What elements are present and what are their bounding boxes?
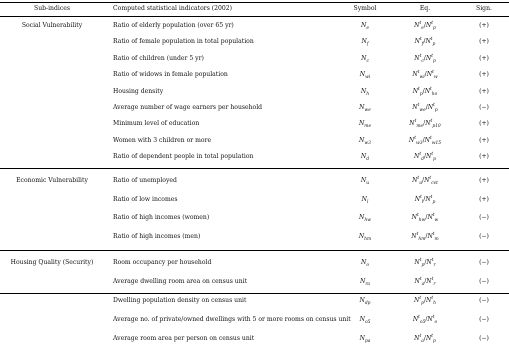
equation-cell [390,275,460,289]
symbol-cell [346,193,384,207]
eq-denominator-sup: t [432,232,435,238]
eq-denominator-base: N [427,104,434,111]
indicator-cell: Ratio of low incomes [113,195,178,203]
sign-cell: (−) [479,233,489,241]
eq-denominator-sub: w [433,75,438,81]
sign-cell: (−) [479,104,489,111]
eq-numerator-sup: t [418,314,420,320]
eq-numerator-sub: wi [419,75,425,81]
sign-cell: (+) [479,38,489,46]
eq-denominator-sup: t [433,102,435,108]
eq-denominator-base: N [427,233,433,241]
equation-cell [390,68,460,82]
eq-numerator-sup: t [419,258,422,264]
eq-denominator-sup: t [430,37,433,43]
symbol-sub: l [366,199,369,205]
eq-denominator-sub: w [434,218,439,224]
eq-denominator-sub: r [433,282,436,288]
eq-divide: / [423,120,426,128]
eq-divide: / [423,334,426,342]
symbol-cell [346,117,384,131]
sign-cell: (+) [479,22,489,29]
eq-numerator-sup: t [418,86,420,92]
eq-denominator-sub: r [433,263,436,269]
eq-divide: / [425,315,428,323]
eq-numerator-sub: o5 [419,320,426,326]
group-rule [0,250,509,251]
eq-numerator-sub: f [421,42,424,48]
eq-numerator-base: N [411,214,418,222]
symbol-cell [346,101,384,115]
eq-numerator-sup: t [417,70,420,76]
symbol-base: N [361,259,367,267]
eq-denominator-sub: p [433,157,436,163]
header-subindices: Sub-indices [34,5,70,12]
symbol-cell [346,174,384,188]
table-row [0,174,509,188]
eq-numerator-base: N [414,54,420,62]
equation-cell [390,19,460,33]
sign-cell: (−) [479,315,489,323]
symbol-base: N [361,22,367,29]
symbol-base: N [358,120,365,128]
indicator-cell: Ratio of female population in total population [113,38,254,46]
table-row [0,68,509,82]
symbol-cell [346,211,384,225]
symbol-base: N [360,176,367,184]
sign-cell: (+) [479,120,489,128]
eq-denominator-sup: t [431,152,434,158]
sign-cell: (−) [479,214,489,222]
equation-cell [390,230,460,244]
sign-cell: (−) [479,334,489,342]
equation-cell [390,35,460,49]
eq-denominator-sub: p [433,339,436,345]
equation-cell [390,134,460,148]
table-row [0,230,509,244]
eq-denominator-sub: p10 [432,124,441,130]
eq-numerator-base: N [412,176,418,184]
eq-denominator-sub: p [434,108,438,114]
eq-denominator-sub: ho [431,91,438,97]
eq-divide: / [423,153,427,161]
symbol-cell [346,230,384,244]
table-row [0,211,509,225]
eq-numerator-sup: t [414,119,417,125]
eq-numerator-sub: p [419,91,423,97]
symbol-cell [346,275,384,289]
eq-numerator-base: N [414,278,420,286]
sign-cell: (−) [479,297,489,304]
sign-cell: (+) [479,87,489,95]
symbol-cell [346,52,384,66]
eq-numerator-sup: t [419,333,422,339]
symbol-sub: pa [364,339,371,345]
eq-denominator-sub: w15 [431,141,442,147]
table-row [0,275,509,289]
eq-divide: / [425,214,428,222]
group-rule [0,168,509,169]
symbol-cell [346,134,384,148]
symbol-base: N [359,104,365,111]
eq-numerator-sub: w3 [416,141,423,147]
symbol-base: N [361,195,367,203]
eq-numerator-base: N [414,334,420,342]
symbol-sub: ra [365,282,371,288]
eq-numerator-base: N [409,120,415,128]
symbol-cell [346,294,384,308]
eq-numerator-sup: t [419,295,422,301]
eq-numerator-sub: a [421,282,425,288]
table-row [0,332,509,346]
eq-divide: / [422,136,425,144]
symbol-cell [346,332,384,346]
table-row [0,35,509,49]
sign-cell: (−) [479,259,489,267]
eq-numerator-sup: t [414,135,416,141]
eq-denominator-base: N [425,54,432,62]
sign-cell: (+) [479,176,489,184]
subindex-label: Economic Vulnerability [16,176,88,184]
eq-numerator-base: N [414,153,420,161]
eq-numerator-sup: t [419,277,422,283]
eq-numerator-sub: hm [418,237,426,243]
eq-numerator-sup: t [420,194,422,200]
eq-denominator-sub: p [432,42,436,48]
indicator-cell: Ratio of unemployed [113,176,177,184]
symbol-base: N [360,87,367,95]
eq-denominator-base: N [425,195,431,203]
eq-denominator-sup: t [431,295,434,301]
eq-denominator-sub: h [433,301,436,307]
eq-denominator-sub: cvt [431,180,438,186]
eq-denominator-base: N [424,87,431,95]
equation-cell [390,85,460,99]
eq-denominator-sup: t [430,194,433,200]
symbol-sub: dp [364,301,371,307]
symbol-base: N [359,315,365,323]
indicator-cell: Minimum level of education [113,120,200,128]
eq-numerator-sup: t [419,53,422,59]
equation-cell [390,294,460,308]
eq-denominator-sup: t [430,86,432,92]
bottom-rule [0,293,509,294]
eq-denominator-base: N [426,259,432,267]
symbol-base: N [359,136,365,144]
eq-denominator-sup: t [432,213,435,219]
equation-cell [390,193,460,207]
subindex-label: Social Vulnerability [21,22,83,29]
equation-cell [390,150,460,164]
indicator-cell: Ratio of children (under 5 yr) [113,54,204,62]
eq-divide: / [424,278,427,286]
eq-numerator-sub: e [421,26,424,32]
symbol-base: N [359,334,365,342]
symbol-base: N [359,214,365,222]
symbol-cell [346,85,384,99]
header-indicators: Computed statistical indicators (2002) [113,5,233,12]
symbol-cell [346,19,384,33]
eq-denominator-base: N [424,136,430,144]
eq-numerator-sub: l [421,199,424,205]
indicator-cell: Housing density [113,87,164,95]
eq-divide: / [425,104,428,111]
eq-denominator-sup: t [431,258,434,264]
symbol-sub: d [366,157,370,163]
equation-cell [390,52,460,66]
symbol-cell [346,35,384,49]
eq-numerator-base: N [414,259,420,267]
symbol-sub: c [366,59,369,65]
eq-denominator-base: N [427,214,433,222]
symbol-sub: u [366,180,370,186]
indicator-cell: Dwelling population density on census unit [113,297,247,304]
symbol-base: N [359,71,366,79]
sign-cell: (+) [479,136,489,144]
eq-denominator-sup: t [431,333,434,339]
eq-numerator-sub: p [421,263,425,269]
eq-numerator-base: N [408,136,415,144]
eq-denominator-base: N [427,315,433,323]
eq-divide: / [423,195,426,203]
eq-numerator-base: N [412,87,419,95]
table-row [0,117,509,131]
eq-numerator-sup: t [419,37,422,43]
eq-denominator-sup: t [430,119,433,125]
equation-cell [390,211,460,225]
eq-numerator-base: N [412,71,418,79]
eq-numerator-base: N [412,315,419,323]
indicator-cell: Ratio of elderly population (over 65 yr) [113,22,234,29]
eq-numerator-sup: t [417,213,419,219]
eq-denominator-base: N [424,176,430,184]
table-row [0,256,509,270]
symbol-cell [346,68,384,82]
eq-denominator-sup: t [431,20,434,26]
header-rule [0,16,509,17]
indicator-cell: Average room area per person on census unit [113,334,255,342]
equation-cell [390,117,460,131]
eq-numerator-base: N [414,38,420,46]
eq-denominator-sub: p [432,59,436,65]
table-row [0,294,509,308]
indicator-cell: Ratio of widows in female population [113,71,228,79]
symbol-sub: hw [364,218,371,224]
symbol-sub: o [366,263,369,269]
symbol-base: N [361,38,367,46]
symbol-base: N [360,153,367,161]
symbol-sub: me [364,124,372,130]
table-row [0,19,509,33]
header-symbol: Symbol [353,5,377,12]
eq-divide: / [423,22,426,29]
eq-divide: / [422,87,425,95]
symbol-sub: o5 [364,320,371,326]
eq-numerator-sub: u [419,180,423,186]
symbol-base: N [358,233,365,241]
table-row [0,313,509,327]
indicator-cell: Average no. of private/owned dwellings with 5 or more rooms on census unit [113,315,351,323]
eq-denominator-sup: t [432,314,435,320]
eq-numerator-sub: p [421,301,424,307]
eq-denominator-sup: t [429,175,432,181]
eq-numerator-base: N [411,233,417,241]
indicator-cell: Ratio of dependent people in total population [113,153,254,161]
header-sign: Sign. [476,5,492,12]
table-row [0,52,509,66]
equation-cell [390,101,460,115]
sign-cell: (+) [479,54,489,62]
symbol-sub: f [366,42,369,48]
table-header [0,2,509,16]
indicator-cell: Women with 3 children or more [113,136,212,144]
table-row [0,193,509,207]
equation-cell [390,256,460,270]
eq-numerator-sup: t [417,102,420,108]
eq-divide: / [424,71,427,79]
eq-denominator-base: N [425,22,432,29]
eq-divide: / [422,176,425,184]
eq-numerator-base: N [414,297,420,304]
eq-numerator-sub: me [416,124,424,130]
eq-denominator-sub: p [432,199,436,205]
eq-denominator-base: N [425,38,431,46]
eq-numerator-base: N [414,22,420,29]
eq-divide: / [424,259,427,267]
symbol-sub: h [366,91,370,97]
eq-divide: / [423,54,426,62]
eq-numerator-sub: c [421,59,424,65]
eq-divide: / [423,297,427,304]
eq-denominator-sup: t [431,53,433,59]
table-row [0,101,509,115]
table-row [0,134,509,148]
symbol-sub: e [366,26,369,32]
equation-cell [390,332,460,346]
symbol-sub: w3 [364,141,371,147]
eq-denominator-sub: p [433,26,436,32]
indicator-cell: Ratio of high incomes (men) [113,233,201,241]
eq-numerator-sub: a [421,339,424,345]
eq-divide: / [425,233,428,241]
eq-numerator-sup: t [419,152,422,158]
symbol-sub: hm [364,237,372,243]
eq-denominator-base: N [425,334,432,342]
indicator-cell: Ratio of high incomes (women) [113,214,210,222]
eq-denominator-sub: o [434,320,438,326]
indicator-cell: Average number of wage earners per household [113,104,263,111]
eq-denominator-sup: t [429,135,432,141]
eq-numerator-sub: d [421,157,424,163]
eq-denominator-base: N [426,71,433,79]
table-row [0,150,509,164]
symbol-cell [346,256,384,270]
eq-denominator-sup: t [432,70,434,76]
eq-numerator-sup: t [419,20,422,26]
eq-denominator-sub: m [434,237,439,243]
eq-numerator-base: N [412,104,418,111]
eq-denominator-base: N [426,297,432,304]
sign-cell: (+) [479,153,489,161]
sign-cell: (−) [479,278,489,286]
equation-cell [390,313,460,327]
symbol-base: N [359,278,366,286]
eq-numerator-sub: we [419,108,426,114]
eq-denominator-base: N [425,120,431,128]
equation-cell [390,174,460,188]
symbol-base: N [361,54,367,62]
eq-numerator-sup: t [417,175,420,181]
eq-denominator-sup: t [431,277,434,283]
eq-numerator-base: N [414,195,421,203]
header-eq: Eq. [419,5,431,12]
subindex-label: Housing Quality (Security) [10,259,94,267]
symbol-sub: wi [365,75,371,81]
eq-denominator-base: N [426,153,432,161]
symbol-cell [346,150,384,164]
eq-numerator-sup: t [416,232,419,238]
symbol-base: N [359,297,365,304]
indicator-cell: Average dwelling room area on census unit [113,278,248,286]
eq-numerator-sub: hw [418,218,426,224]
symbol-sub: we [364,108,371,114]
eq-divide: / [423,38,426,46]
sign-cell: (+) [479,195,489,203]
sign-cell: (+) [479,71,489,79]
indicator-cell: Room occupancy per household [113,259,212,267]
table-row [0,85,509,99]
symbol-cell [346,313,384,327]
eq-denominator-base: N [426,278,432,286]
